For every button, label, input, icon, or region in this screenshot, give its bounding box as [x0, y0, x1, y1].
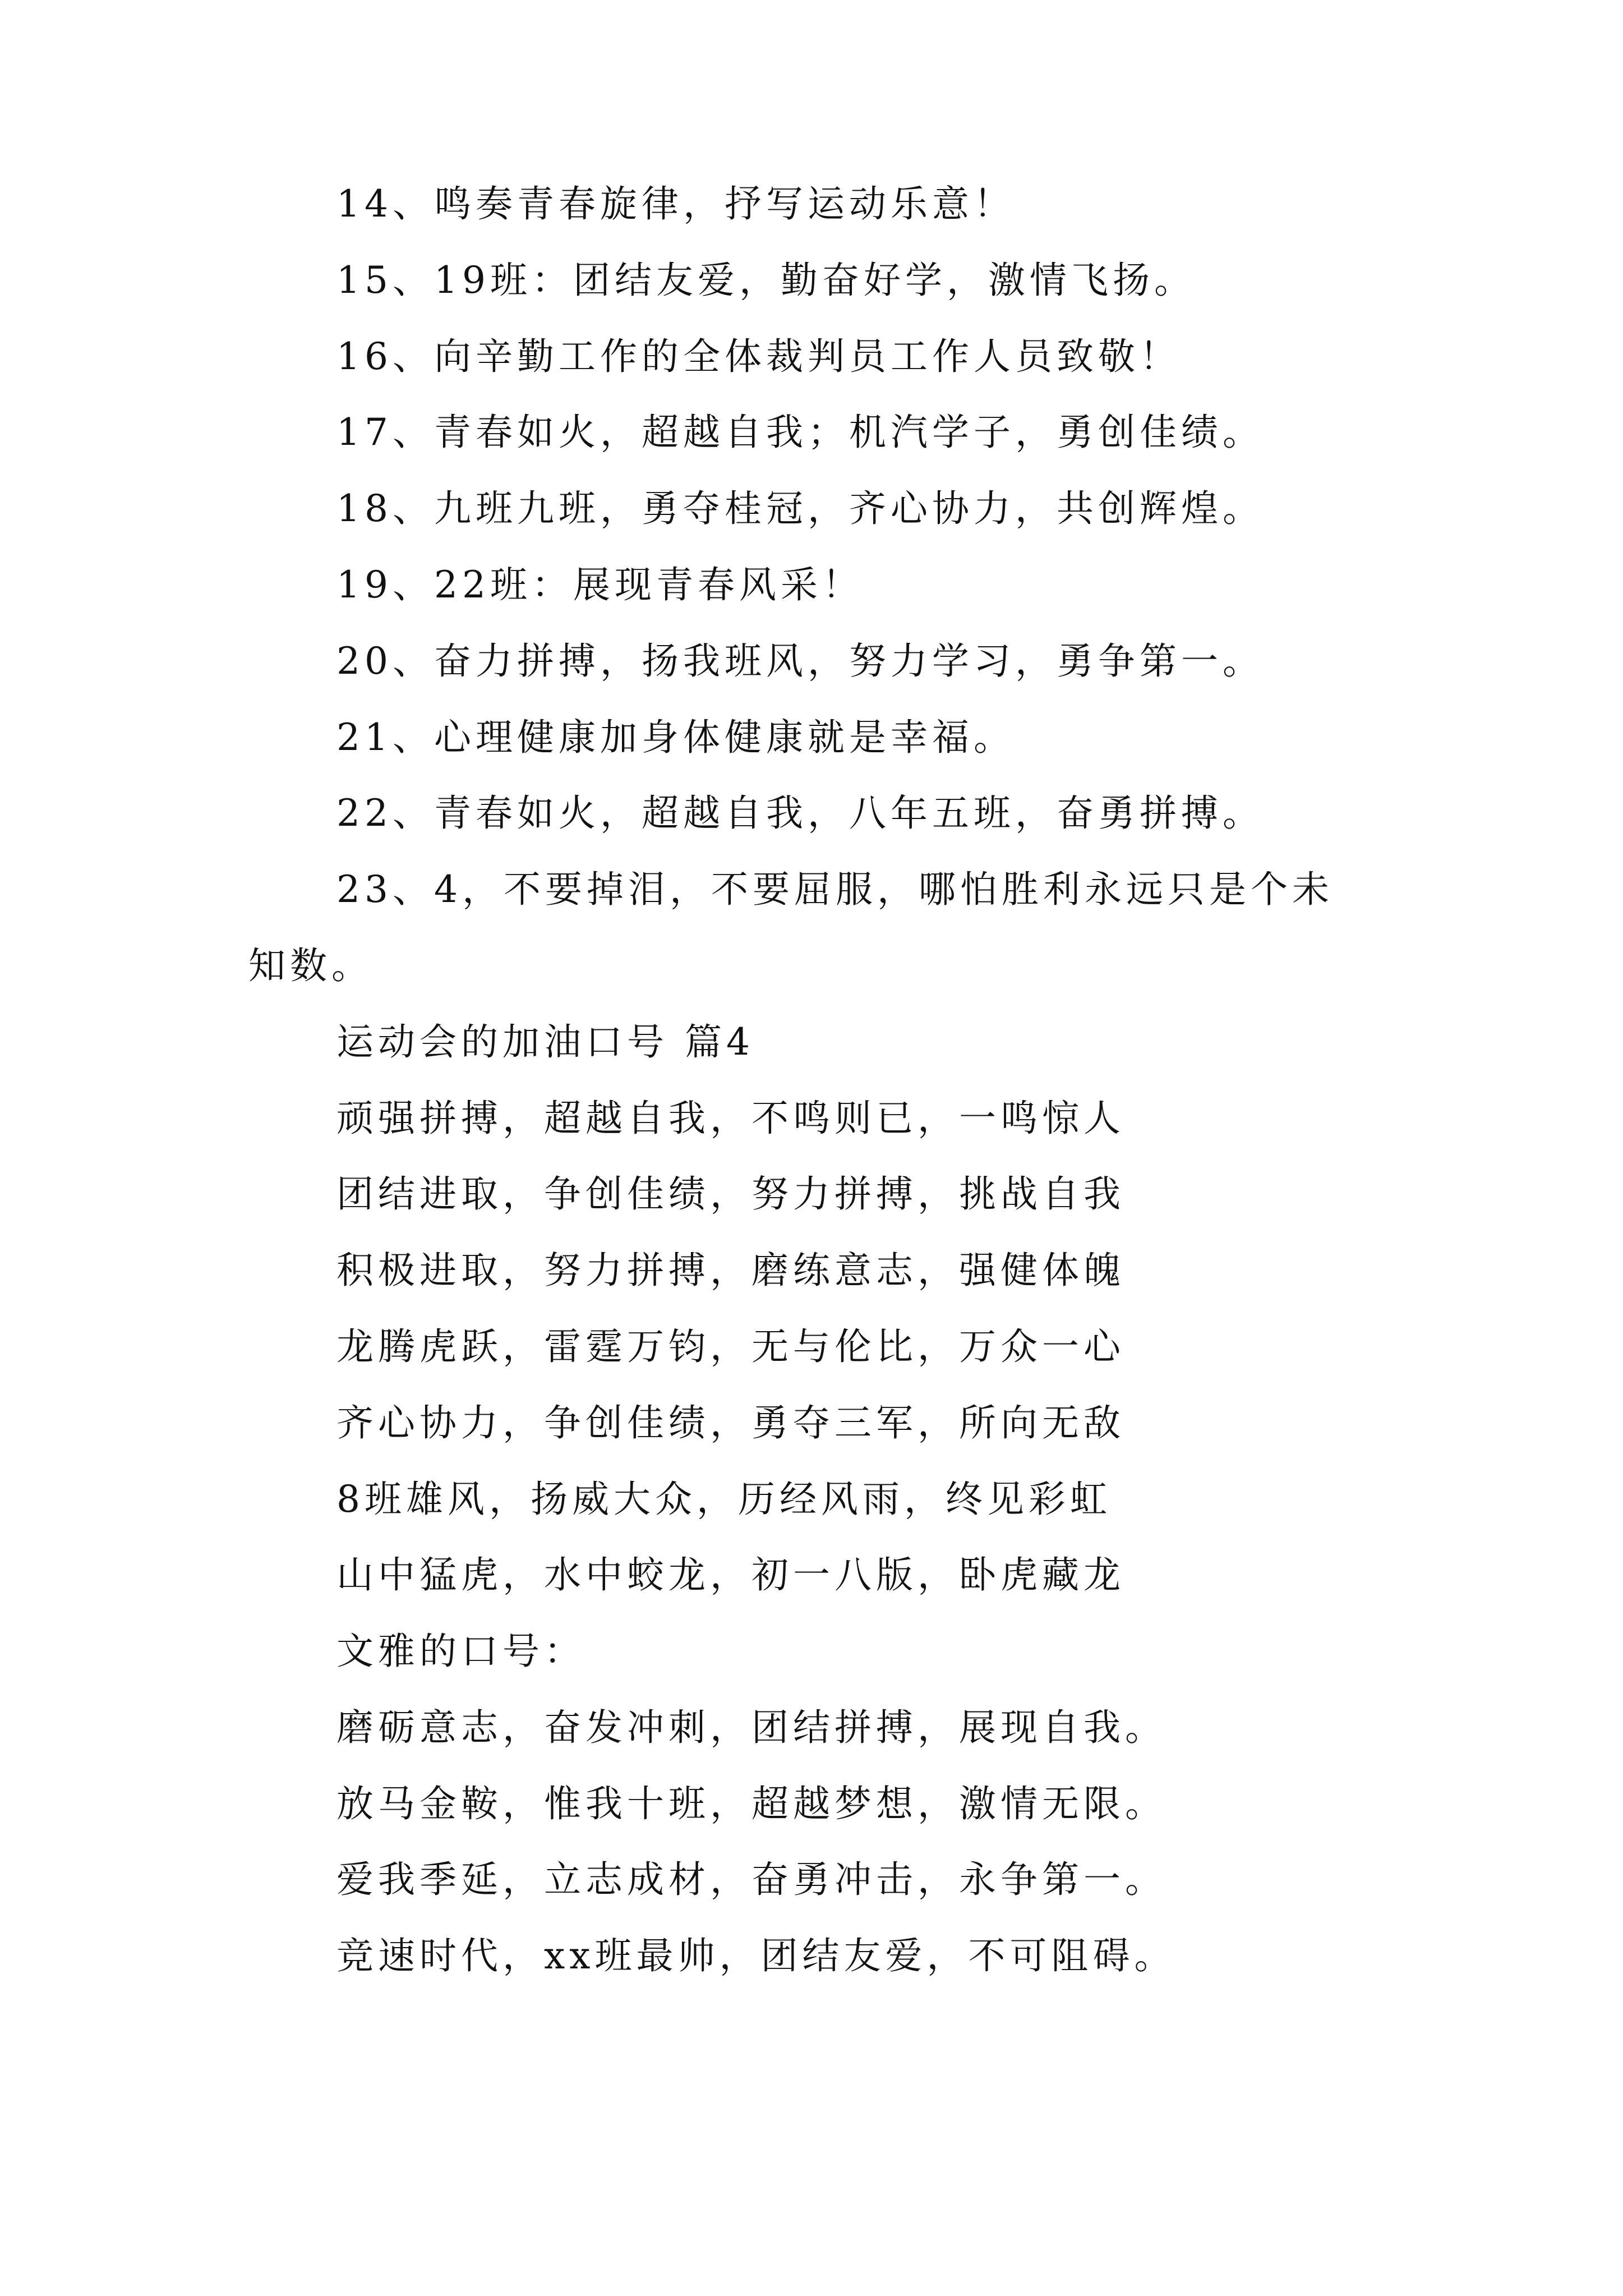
elegant-slogan-line: 爱我季延，立志成材，奋勇冲击，永争第一。	[336, 1858, 1166, 1901]
elegant-slogan-line: 竞速时代，xx班最帅，团结友爱，不可阻碍。	[336, 1934, 1176, 1977]
slogan-line-17: 17、青春如火，超越自我；机汽学子，勇创佳绩。	[336, 411, 1264, 454]
elegant-slogan-line: 磨砺意志，奋发冲刺，团结拼搏，展现自我。	[336, 1706, 1166, 1749]
slogan-line-16: 16、向辛勤工作的全体裁判员工作人员致敬！	[336, 335, 1181, 378]
chant-line: 顽强拼搏，超越自我，不鸣则已，一鸣惊人	[336, 1097, 1125, 1140]
chant-line: 积极进取，努力拼搏，磨练意志，强健体魄	[336, 1249, 1125, 1292]
subheading-elegant-slogans: 文雅的口号：	[336, 1630, 585, 1673]
slogan-line-23-continuation: 知数。	[248, 944, 373, 987]
section-heading: 运动会的加油口号 篇4	[336, 1020, 754, 1064]
slogan-line-23: 23、4，不要掉泪，不要屈服，哪怕胜利永远只是个未	[336, 868, 1334, 911]
chant-line: 齐心协力，争创佳绩，勇夺三军，所向无敌	[336, 1401, 1125, 1444]
slogan-line-18: 18、九班九班，勇夺桂冠，齐心协力，共创辉煌。	[336, 487, 1264, 530]
chant-line: 龙腾虎跃，雷霆万钧，无与伦比，万众一心	[336, 1325, 1125, 1368]
slogan-line-20: 20、奋力拼搏，扬我班风，努力学习，勇争第一。	[336, 639, 1264, 683]
slogan-line-15: 15、19班：团结友爱，勤奋好学，激情飞扬。	[336, 259, 1196, 302]
slogan-line-22: 22、青春如火，超越自我，八年五班，奋勇拼搏。	[336, 792, 1264, 835]
slogan-line-14: 14、鸣奏青春旋律，抒写运动乐意！	[336, 182, 1015, 226]
elegant-slogan-line: 放马金鞍，惟我十班，超越梦想，激情无限。	[336, 1782, 1166, 1825]
chant-line: 8班雄风，扬威大众，历经风雨，终见彩虹	[336, 1478, 1112, 1521]
chant-line: 山中猛虎，水中蛟龙，初一八版，卧虎藏龙	[336, 1553, 1125, 1596]
slogan-line-21: 21、心理健康加身体健康就是幸福。	[336, 716, 1015, 759]
chant-line: 团结进取，争创佳绩，努力拼搏，挑战自我	[336, 1172, 1125, 1216]
slogan-line-19: 19、22班：展现青春风采！	[336, 563, 864, 606]
